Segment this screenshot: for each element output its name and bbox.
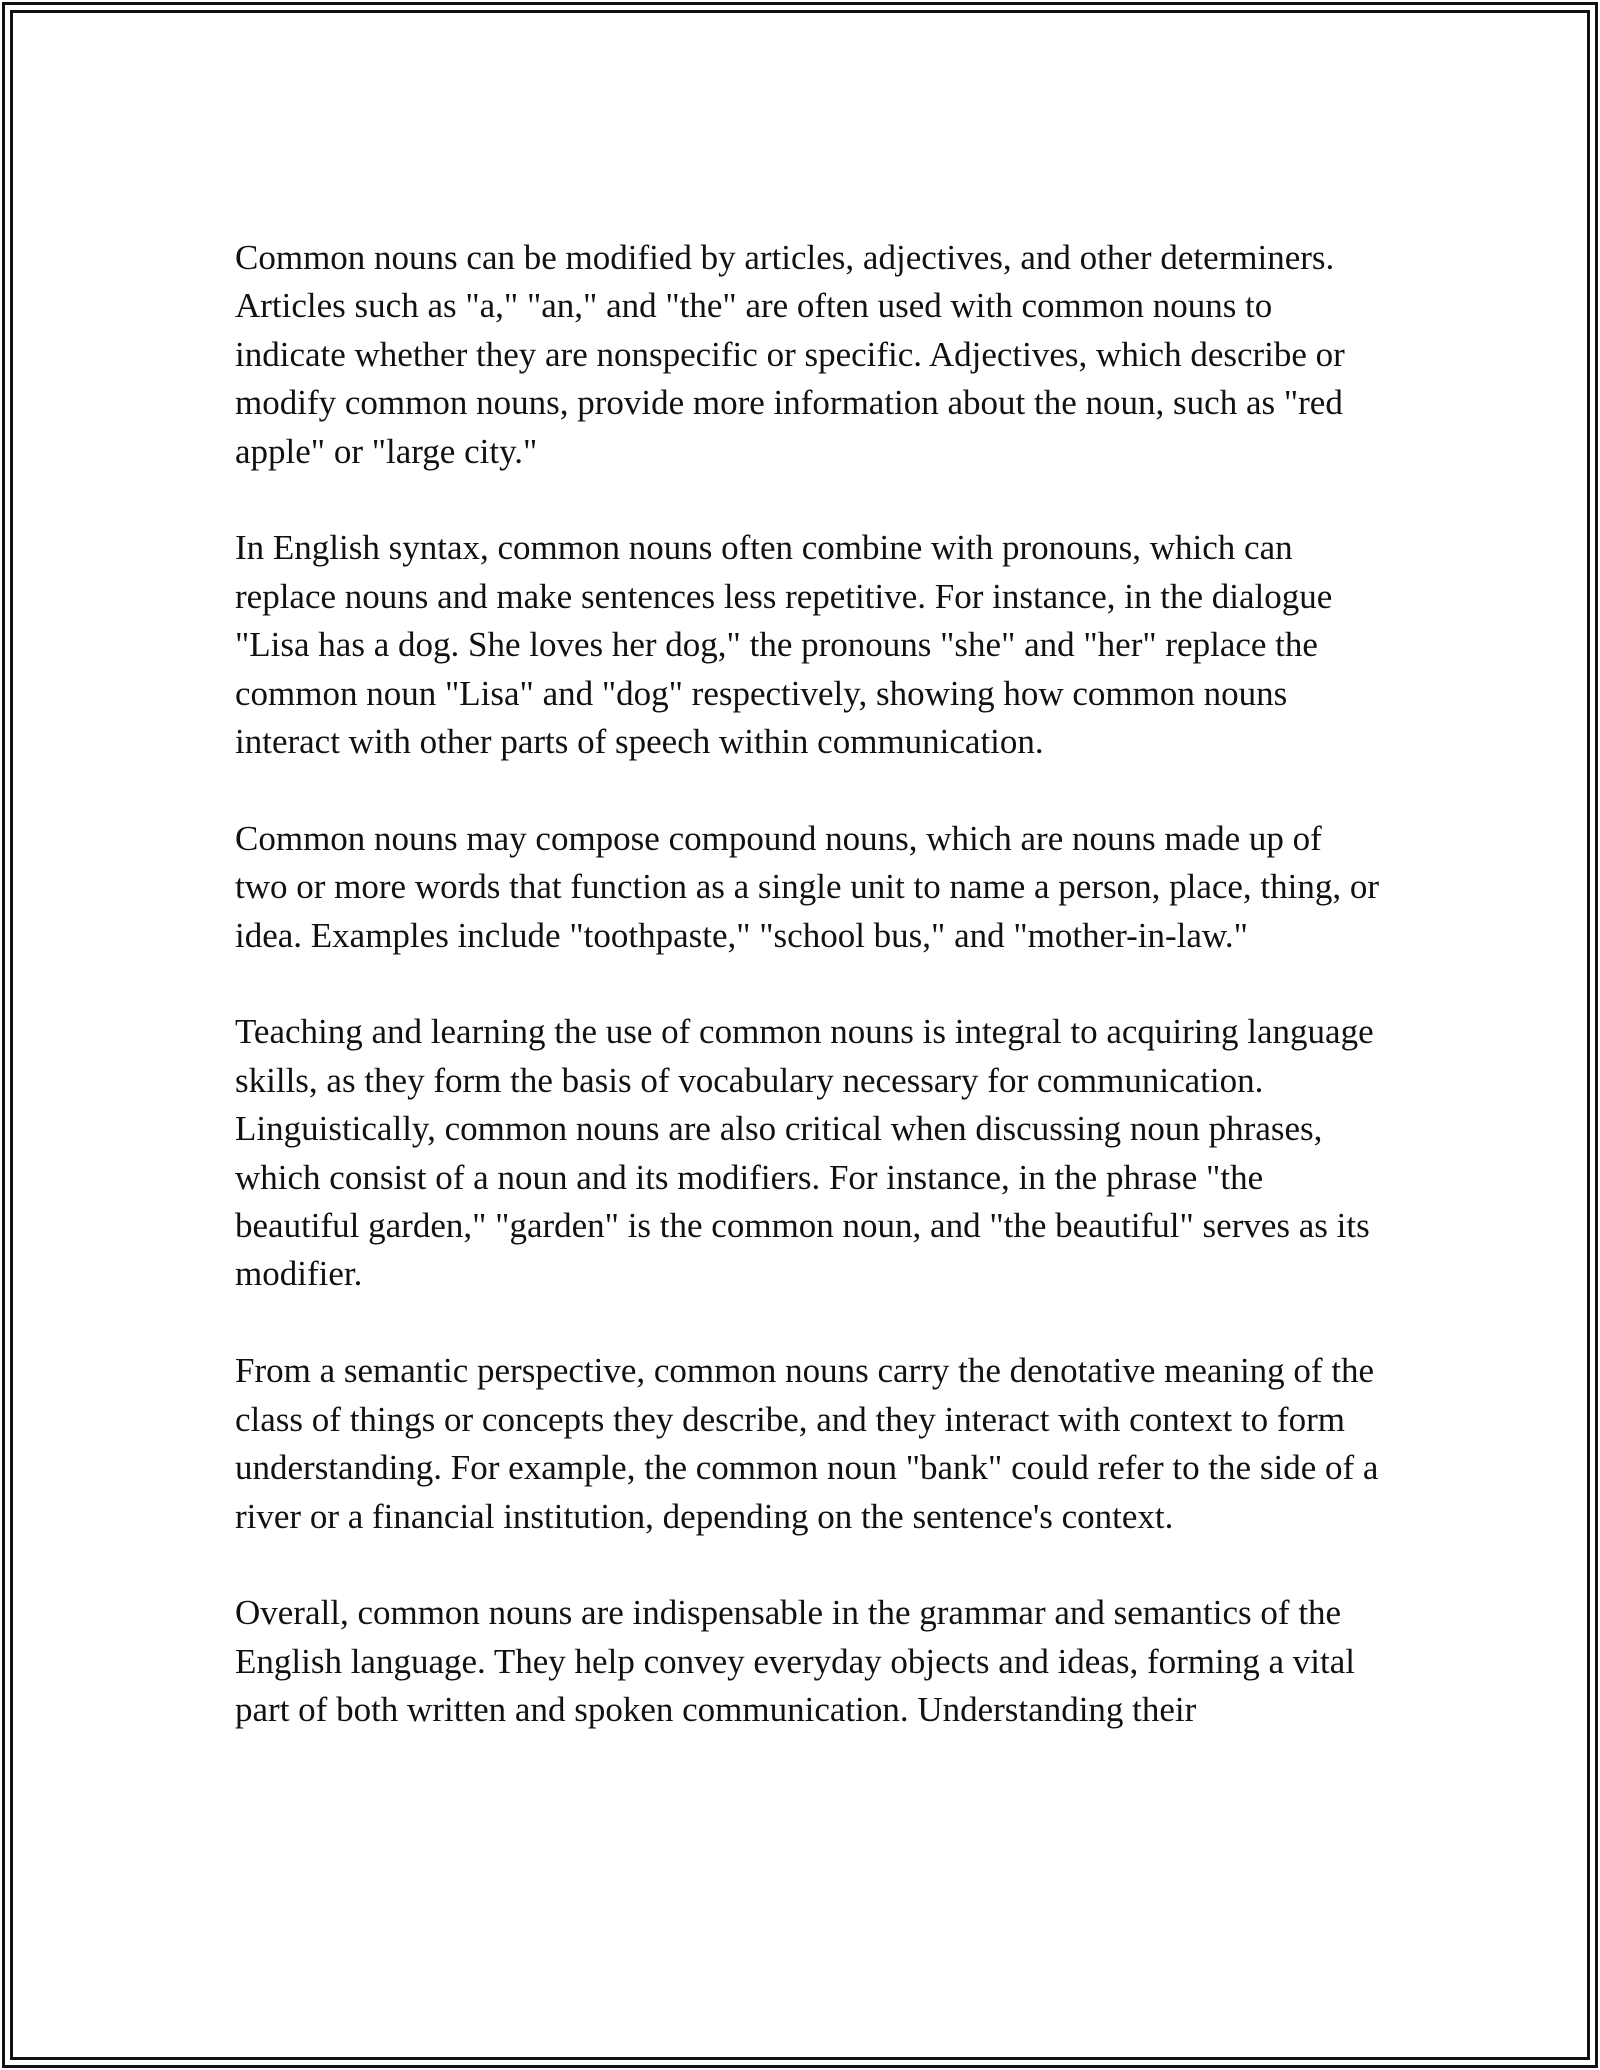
paragraph-pronouns: In English syntax, common nouns often combine with pronouns, which can replace nouns and make sentences less repetitive. For instance, in the dialogue "Lisa has a dog. She loves her dog," the pronouns "she" and "her" replace the common noun "Lisa" and "dog" respectively, showing how common nouns interact with other parts of speech within communication.: [235, 528, 1333, 762]
paragraph-overall: Overall, common nouns are indispensable in the grammar and semantics of the English language. They help convey everyday objects and ideas, forming a vital part of both written and spoken communication. Understanding their: [235, 1593, 1355, 1730]
document-body: [235, 234, 1380, 1783]
paragraph-articles-adjectives: Common nouns can be modified by articles, adjectives, and other determiners. Articles such as "a," "an," and "the" are often used with common nouns to indicate whether they are nonspecific or specific. Adjectives, which describe or modify common nouns, provide more information about the noun, such as "red apple" or "large city.": [235, 238, 1345, 471]
paragraph-semantics: From a semantic perspective, common nouns carry the denotative meaning of the class of things or concepts they describe, and they interact with context to form understanding. For example, the common noun "bank" could refer to the side of a river or a financial institution, depending on the sentence's context.: [235, 1351, 1379, 1536]
paragraph-compound-nouns: Common nouns may compose compound nouns, which are nouns made up of two or more words that function as a single unit to name a person, place, thing, or idea. Examples include "toothpaste," "school bus," and "mother-in-law.": [235, 818, 1380, 955]
paragraph-language-learning: Teaching and learning the use of common nouns is integral to acquiring language skills, as they form the basis of vocabulary necessary for communication. Linguistically, common nouns are also critical when discussing noun phrases, which consist of a noun and its modifiers. For instance, in the phrase "the beautiful garden," "garden" is the common noun, and "the beautiful" serves as its modifier.: [235, 1012, 1374, 1294]
